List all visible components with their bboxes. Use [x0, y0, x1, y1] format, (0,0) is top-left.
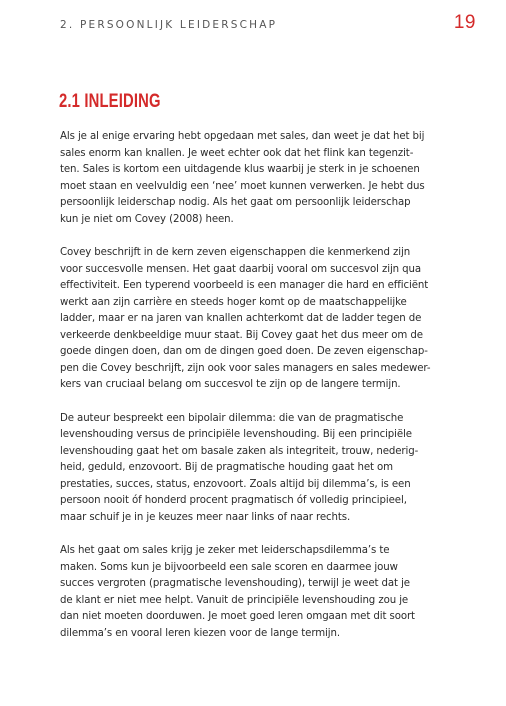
text-line: maar schuif je in je keuzes meer naar links of naar rechts.: [60, 511, 351, 523]
text-line: heid, geduld, enzovoort. Bij de pragmatische houding gaat het om: [60, 462, 393, 473]
text-line: dan niet moeten doorduwen. Je moet goed leren omgaan met dit soort: [60, 611, 415, 622]
text-line: verkeerde denkbeeldige muur staat. Bij Covey gaat het dus meer om de: [60, 329, 423, 341]
paragraph: [60, 129, 465, 228]
text-line: levenshouding gaat het om basale zaken als integriteit, trouw, nederig-: [60, 445, 419, 457]
running-header: 2. PERSOONLIJK LEIDERSCHAP: [60, 19, 278, 31]
page-number: 19: [453, 12, 476, 33]
text-line: maken. Soms kun je bijvoorbeeld een sale scoren en daarmee jouw: [60, 561, 398, 573]
text-line: dilemma’s en vooral leren kiezen voor de lange termijn.: [60, 627, 341, 639]
text-line: prestaties, succes, status, enzovoort. Zoals altijd bij dilemma’s, is een: [60, 478, 411, 490]
text-line: sales enorm kan knallen. Je weet echter ook dat het flink kan tegenzit-: [60, 147, 414, 159]
body-text: [60, 129, 465, 659]
text-line: de klant er niet mee helpt. Vanuit de principiële levenshouding zou je: [60, 594, 409, 606]
text-line: kun je niet om Covey (2008) heen.: [60, 213, 234, 225]
text-line: voor succesvolle mensen. Het gaat daarbij vooral om succesvol zijn qua: [60, 263, 422, 275]
text-line: goede dingen doen, dan om de dingen goed doen. De zeven eigenschap-: [60, 346, 428, 357]
text-line: De auteur bespreekt een bipolair dilemma: die van de pragmatische: [60, 412, 404, 424]
text-line: persoonlijk leiderschap nodig. Als het gaat om persoonlijk leiderschap: [60, 197, 411, 208]
text-line: moet staan en veelvuldig een ‘nee’ moet kunnen verwerken. Je hebt dus: [60, 180, 425, 192]
text-line: ladder, maar er na jaren van knallen achterkomt dat de ladder tegen de: [60, 313, 422, 324]
text-line: pen die Covey beschrijft, zijn ook voor sales managers en sales medewer-: [60, 362, 431, 374]
text-line: effectiviteit. Een typerend voorbeeld is een manager die hard en efficiënt: [60, 280, 429, 291]
section-heading: 2.1 INLEIDING: [59, 91, 161, 112]
text-line: levenshouding versus de principiële levenshouding. Bij een principiële: [60, 429, 412, 440]
text-line: persoon nooit óf honderd procent pragmatisch óf volledig principieel,: [60, 495, 407, 506]
text-line: succes vergroten (pragmatische levenshouding), terwijl je weet dat je: [60, 578, 410, 589]
text-line: ten. Sales is kortom een uitdagende klus waarbij je sterk in je schoenen: [60, 164, 420, 175]
text-line: kers van cruciaal belang om succesvol te zijn op de langere termijn.: [60, 379, 401, 390]
text-line: Als je al enige ervaring hebt opgedaan met sales, dan weet je dat het bij: [60, 131, 425, 142]
paragraph: [60, 411, 465, 527]
paragraph: [60, 543, 465, 642]
text-line: werkt aan zijn carrière en steeds hoger komt op de maatschappelijke: [60, 296, 407, 308]
paragraph: [60, 245, 465, 394]
text-line: Als het gaat om sales krijg je zeker met leiderschapsdilemma’s te: [60, 545, 390, 556]
text-line: Covey beschrijft in de kern zeven eigenschappen die kenmerkend zijn: [60, 247, 411, 258]
